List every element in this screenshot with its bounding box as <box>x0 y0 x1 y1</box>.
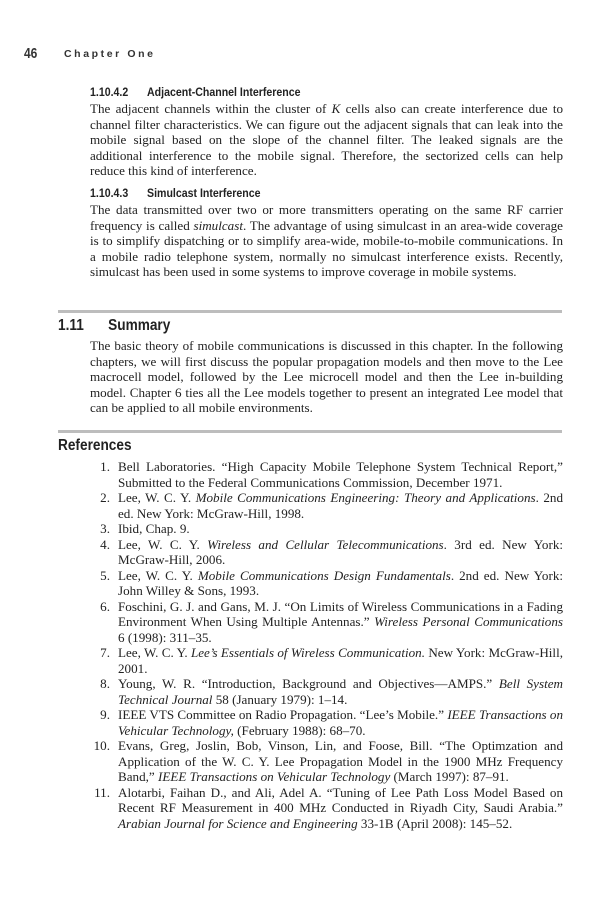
text: Foschini, G. J. and Gans, M. J. “On Limits of Wireless Communications in a Fading Environment When Using Multiple Antennas.” <box>118 598 563 629</box>
subsection-heading <box>90 86 525 101</box>
reference-item <box>90 568 563 599</box>
reference-number: 7. <box>100 645 110 660</box>
paragraph <box>90 202 563 280</box>
reference-item <box>90 676 563 707</box>
text: . 2nd ed. New York: McGraw-Hill, 1998. <box>118 490 564 521</box>
text: Young, W. R. “Introduction, Background and Objectives—AMPS.” <box>118 676 499 691</box>
reference-number: 1. <box>100 459 110 474</box>
italic-text: Lee’s Essentials of Wireless Communication. <box>190 645 425 660</box>
italic-text: IEEE Transactions on Vehicular Technology <box>158 769 391 784</box>
section-simulcast <box>90 187 563 280</box>
reference-number: 6. <box>100 598 110 614</box>
reference-number: 2. <box>100 490 110 505</box>
reference-item <box>90 707 563 738</box>
reference-list <box>90 459 563 831</box>
divider <box>58 310 562 313</box>
reference-item <box>90 645 563 676</box>
section-number: 1.10.4.2 <box>90 87 129 99</box>
reference-item <box>90 490 563 521</box>
text: Evans, Greg, Joslin, Bob, Vinson, Lin, and Foose, Bill. “The Optimzation and Application of the W. C. Y. Lee Propagation Model in the 1900 MHz Frequency Band,” <box>118 738 563 784</box>
reference-item <box>90 459 563 490</box>
section-adjacent-channel <box>90 86 563 179</box>
text: Lee, W. C. Y. <box>118 536 208 552</box>
text: IEEE VTS Committee on Radio Propagation. “Lee’s Mobile.” <box>118 707 448 722</box>
reference-item <box>90 537 563 568</box>
italic-text: Wireless and Cellular Telecommunications <box>207 536 444 552</box>
section-title: Simulcast Interference <box>147 188 261 200</box>
running-header <box>24 45 156 63</box>
text: New York: McGraw-Hill, 2001. <box>118 645 563 676</box>
italic-text: IEEE Transactions on Vehicular Technology, <box>118 707 563 738</box>
summary-section <box>90 338 563 416</box>
reference-number: 8. <box>100 676 110 691</box>
text: Lee, W. C. Y. <box>118 645 191 660</box>
reference-item <box>90 521 563 537</box>
text: 33-1B (April 2008): 145–52. <box>357 815 513 831</box>
text: Ibid, Chap. 9. <box>118 521 190 536</box>
chapter-label: Chapter One <box>64 48 156 60</box>
reference-number: 4. <box>100 536 110 552</box>
text: . The advantage of using simulcast in an area-wide coverage is to simplify dispatching or to simplify area-wide, mobile-to-mobile communications. In a mobile radio telephone system, normally no simulcast interference exists. Recently, simulcast has been used in some systems to improve coverage in mobile systems. <box>90 217 563 279</box>
italic-text: Mobile Communications Engineering: Theory and Applications <box>195 490 536 505</box>
section-number: 1.11 <box>58 317 84 334</box>
divider <box>58 430 562 433</box>
references-heading: References <box>58 437 132 454</box>
text: . 2nd ed. New York: John Willey & Sons, 1993. <box>118 567 563 598</box>
text: Bell Laboratories. “High Capacity Mobile Telephone System Technical Report,” Submitted to the Federal Communications Commission, December 1971. <box>118 459 563 490</box>
section-title: Adjacent-Channel Interference <box>147 87 301 99</box>
italic-text: K <box>331 101 341 116</box>
text: The adjacent channels within the cluster of <box>90 101 332 116</box>
summary-heading <box>58 317 170 335</box>
paragraph <box>90 101 563 179</box>
italic-text: Bell System Technical Journal <box>118 676 563 707</box>
subsection-heading <box>90 187 525 202</box>
reference-number: 10. <box>93 738 110 753</box>
paragraph: The basic theory of mobile communications is discussed in this chapter. In the following chapters, we will first discuss the popular propagation models and then move to the Lee macrocell model, followed by the Lee microcell model and then the Lee in-building model. Chapter 6 ties all the Lee models together to present an integrated Lee model that can be applied to all mobile environments. <box>90 338 563 415</box>
reference-item <box>90 738 563 785</box>
reference-number: 11. <box>94 784 110 800</box>
text: (February 1988): 68–70. <box>233 722 366 738</box>
text: cells also can create interference due to channel filter characteristics. We can figure out the adjacent signals that can leak into the mobile signal based on the slope of the channel filter. The leaked signals are the additional interference to the mobile signal. Therefore, the sectorized cells can help reduce this kind of interference. <box>90 101 563 178</box>
page-number: 46 <box>24 45 38 62</box>
reference-item <box>90 785 563 832</box>
reference-number: 9. <box>100 707 110 722</box>
text: Lee, W. C. Y. <box>118 567 198 583</box>
text: The data transmitted over two or more transmitters operating on the same RF carrier frequency is called <box>90 202 563 233</box>
reference-number: 3. <box>100 521 110 536</box>
reference-item <box>90 599 563 646</box>
section-number: 1.10.4.3 <box>90 188 129 200</box>
italic-text: Mobile Communications Design Fundamentals <box>197 567 451 583</box>
reference-number: 5. <box>100 567 110 583</box>
text: Lee, W. C. Y. <box>118 490 196 505</box>
text: 6 (1998): 311–35. <box>118 629 212 645</box>
text: . 3rd ed. New York: McGraw-Hill, 2006. <box>118 536 563 567</box>
italic-text: Wireless Personal Communications <box>374 614 563 629</box>
italic-text: simulcast <box>193 217 243 233</box>
section-title: Summary <box>108 317 171 334</box>
text: Alotarbi, Faihan D., and Ali, Adel A. “Tuning of Lee Path Loss Model Based on Recent RF Measurement in 400 MHz Conducted in Riyadh City, Saudi Arabia.” <box>118 784 563 815</box>
italic-text: Arabian Journal for Science and Engineering <box>118 815 358 831</box>
text: (March 1997): 87–91. <box>390 769 509 784</box>
text: 58 (January 1979): 1–14. <box>212 691 348 707</box>
